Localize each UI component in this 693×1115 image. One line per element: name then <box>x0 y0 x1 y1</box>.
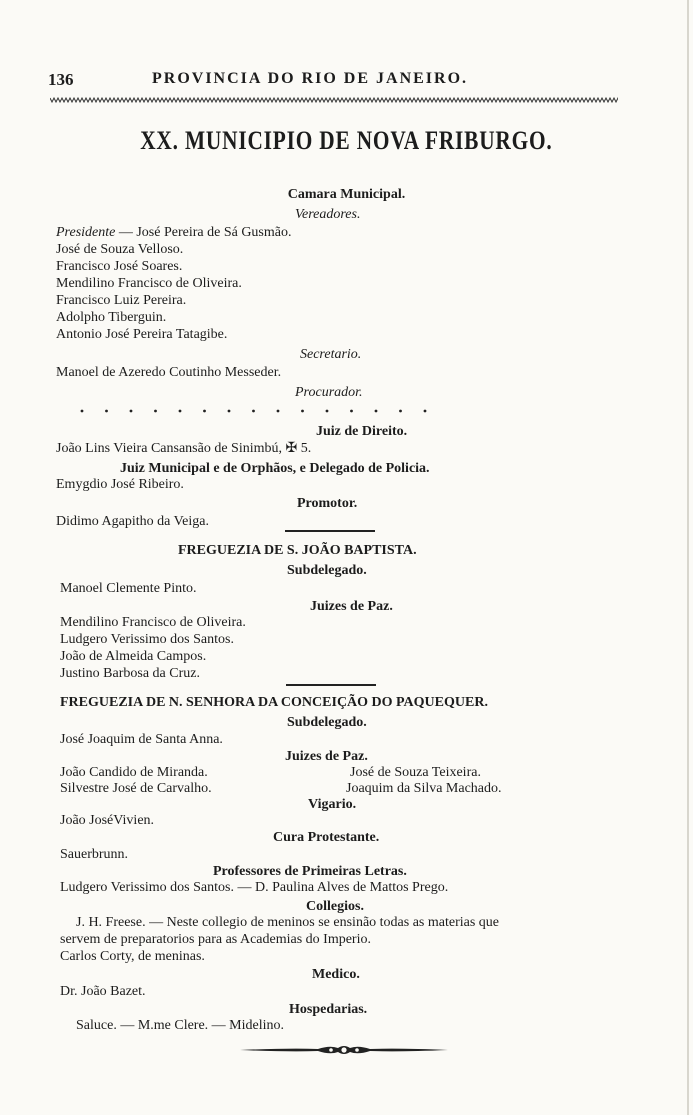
page-edge <box>687 0 689 1115</box>
vigario-name: João JoséVivien. <box>60 813 155 828</box>
juiz-paz-item: Mendilino Francisco de Oliveira. <box>60 615 246 630</box>
vereador-item: Mendilino Francisco de Oliveira. <box>56 276 242 291</box>
subdelegado1-name: Manoel Clemente Pinto. <box>60 581 197 596</box>
secretario-heading: Secretario. <box>300 347 362 362</box>
presidente-name: — José Pereira de Sá Gusmão. <box>115 225 292 240</box>
vereador-item: Francisco Luiz Pereira. <box>56 293 187 308</box>
promotor-heading: Promotor. <box>297 496 358 511</box>
professores-names: Ludgero Verissimo dos Santos. — D. Paulina Alves de Mattos Prego. <box>60 880 449 895</box>
procurador-dotted-leader <box>78 407 438 415</box>
vereador-item: Adolpho Tiberguin. <box>56 310 167 325</box>
page-header <box>48 70 628 94</box>
professores-heading: Professores de Primeiras Letras. <box>213 864 407 879</box>
cura-heading: Cura Protestante. <box>273 830 380 845</box>
promotor-name: Didimo Agapitho da Veiga. <box>56 514 209 529</box>
page-number: 136 <box>48 70 74 89</box>
end-ornament <box>238 1044 450 1056</box>
hospedarias-names: Saluce. — M.me Clere. — Midelino. <box>76 1018 285 1033</box>
freguezia2-title: FREGUEZIA DE N. SENHORA DA CONCEIÇÃO DO PAQUEQUER. <box>60 695 488 710</box>
procurador-heading: Procurador. <box>295 385 363 400</box>
juiz-paz-item: João Candido de Miranda. <box>60 765 208 780</box>
running-title: PROVINCIA DO RIO DE JANEIRO. <box>152 70 469 87</box>
juiz-paz-item: José de Souza Teixeira. <box>350 765 481 780</box>
vereador-item: José de Souza Velloso. <box>56 242 184 257</box>
cura-name: Sauerbrunn. <box>60 847 129 862</box>
collegios-line: Carlos Corty, de meninas. <box>60 949 205 964</box>
juiz-paz-item: João de Almeida Campos. <box>60 649 207 664</box>
medico-heading: Medico. <box>312 967 360 982</box>
vigario-heading: Vigario. <box>308 797 357 812</box>
subdelegado2-name: José Joaquim de Santa Anna. <box>60 732 223 747</box>
juiz-direito-name: João Lins Vieira Cansansão de Sinimbú, ✠ 5. <box>56 441 312 456</box>
section-rule <box>285 530 375 532</box>
subdelegado1-heading: Subdelegado. <box>287 563 367 578</box>
vereadores-heading: Vereadores. <box>295 207 361 222</box>
juizes1-heading: Juizes de Paz. <box>310 599 393 614</box>
hospedarias-heading: Hospedarias. <box>289 1002 368 1017</box>
secretario-name: Manoel de Azeredo Coutinho Messeder. <box>56 365 282 380</box>
juiz-paz-item: Ludgero Verissimo dos Santos. <box>60 632 234 647</box>
collegios-heading: Collegios. <box>306 899 364 914</box>
collegios-line: J. H. Freese. — Neste collegio de meninos se ensinão todas as materias que <box>76 915 500 930</box>
header-zigzag-rule <box>50 96 618 104</box>
medico-name: Dr. João Bazet. <box>60 984 146 999</box>
juiz-municipal-heading: Juiz Municipal e de Orphãos, e Delegado de Policia. <box>120 461 430 476</box>
camara-heading: Camara Municipal. <box>287 187 406 202</box>
collegios-line: servem de preparatorios para as Academias do Imperio. <box>60 932 371 947</box>
subdelegado2-heading: Subdelegado. <box>287 715 367 730</box>
vereador-item: Antonio José Pereira Tatagibe. <box>56 327 228 342</box>
vereador-item: Francisco José Soares. <box>56 259 183 274</box>
juiz-paz-item: Joaquim da Silva Machado. <box>346 781 502 796</box>
juiz-paz-item: Justino Barbosa da Cruz. <box>60 666 200 681</box>
presidente-line <box>56 224 292 241</box>
freguezia1-title: FREGUEZIA DE S. JOÃO BAPTISTA. <box>178 543 417 558</box>
section-rule <box>286 684 376 686</box>
juiz-paz-item: Silvestre José de Carvalho. <box>60 781 212 796</box>
juiz-municipal-name: Emygdio José Ribeiro. <box>56 477 184 492</box>
juiz-direito-heading: Juiz de Direito. <box>316 424 408 439</box>
chapter-title: XX. MUNICIPIO DE NOVA FRIBURGO. <box>140 126 553 155</box>
juizes2-heading: Juizes de Paz. <box>285 749 368 764</box>
presidente-label: Presidente <box>56 225 116 240</box>
